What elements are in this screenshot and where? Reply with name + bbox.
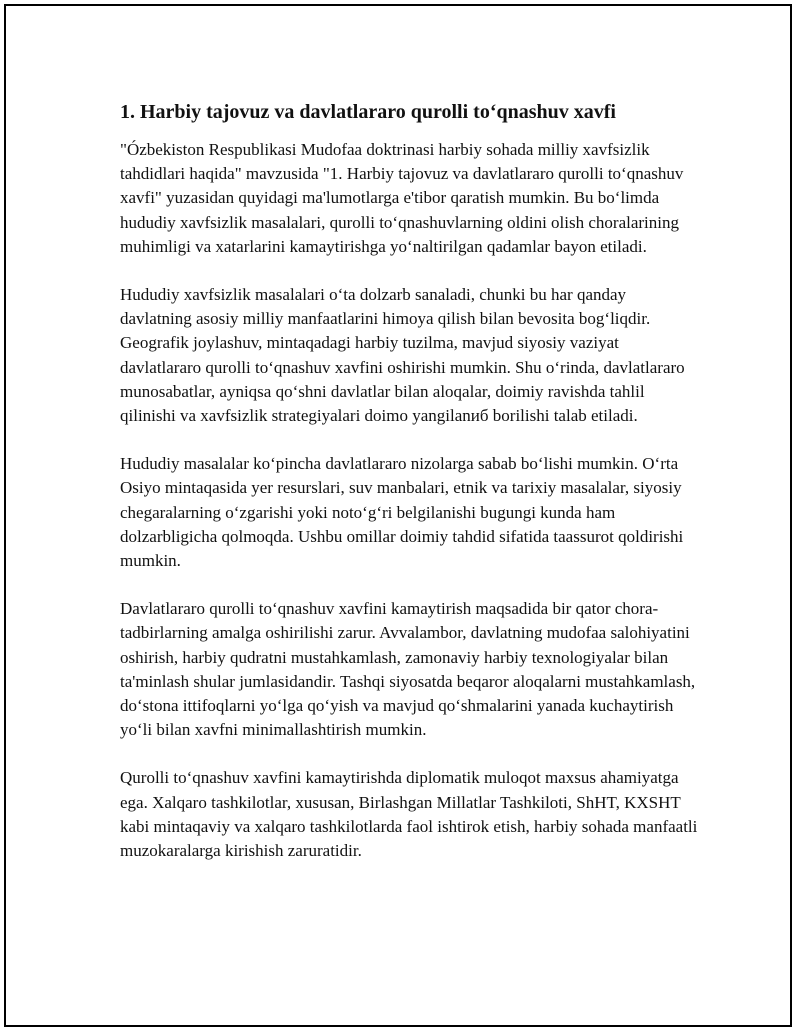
paragraph-1: "Ózbekiston Respublikasi Mudofaa doktrinasi harbiy sohada milliy xavfsizlik tahdidlari haqida" mavzusida "1. Harbiy tajovuz va davlatlararo qurolli to‘qnashuv xavfi" yuzasidan quyidagi ma'lumotlarga e'tibor qaratish mumkin. Bu bo‘limda hududiy xavfsizlik masalalari, qurolli to‘qnashuvlarning oldini olish choralarining muhimligi va xatarlarini kamaytirishga yo‘naltirilgan qadamlar bayon etiladi. [120,140,684,256]
section-heading: 1. Harbiy tajovuz va davlatlararo qurolli to‘qnashuv xavfi [120,101,616,123]
document-body [120,98,700,887]
paragraph-3: Hududiy masalalar ko‘pincha davlatlararo nizolarga sabab bo‘lishi mumkin. O‘rta Osiyo mintaqasida yer resurslari, suv manbalari, etnik va tarixiy masalalar, siyosiy chegaralarning o‘zgarishi yoki noto‘g‘ri belgilanishi bugungi kunda ham dolzarbligicha qolmoqda. Ushbu omillar doimiy tahdid sifatida taassurot qoldirishi mumkin. [120,454,684,571]
document-page [4,4,792,1027]
paragraph-2: Hududiy xavfsizlik masalalari o‘ta dolzarb sanaladi, chunki bu har qanday davlatning asosiy milliy manfaatlarini himoya qilish bilan bevosita bog‘liqdir. Geografik joylashuv, mintaqadagi harbiy tuzilma, mavjud siyosiy vaziyat davlatlararo qurolli to‘qnashuv xavfini oshirishi mumkin. Shu o‘rinda, davlatlararo munosabatlar, ayniqsa qo‘shni davlatlar bilan aloqalar, doimiy ravishda tahlil qilinishi va xavfsizlik strategiyalari doimo yangilanиб borilishi talab etiladi. [120,285,685,426]
paragraph-4: Davlatlararo qurolli to‘qnashuv xavfini kamaytirish maqsadida bir qator chora-tadbirlarning amalga oshirilishi zarur. Avvalambor, davlatning mudofaa salohiyatini oshirish, harbiy qudratni mustahkamlash, zamonaviy harbiy texnologiyalar bilan ta'minlash shular jumlasidandir. Tashqi siyosatda beqaror aloqalarni mustahkamlash, do‘stona ittifoqlarni yo‘lga qo‘yish va mavjud qo‘shmalarini yanada kuchaytirish yo‘li bilan xavfni minimallashtirish mumkin. [120,599,696,740]
paragraph-5: Qurolli to‘qnashuv xavfini kamaytirishda diplomatik muloqot maxsus ahamiyatga ega. Xalqaro tashkilotlar, xususan, Birlashgan Millatlar Tashkiloti, ShHT, KXSHT kabi mintaqaviy va xalqaro tashkilotlarda faol ishtirok etish, harbiy sohada manfaatli muzokaralarga kirishish zaruratidir. [120,768,698,861]
